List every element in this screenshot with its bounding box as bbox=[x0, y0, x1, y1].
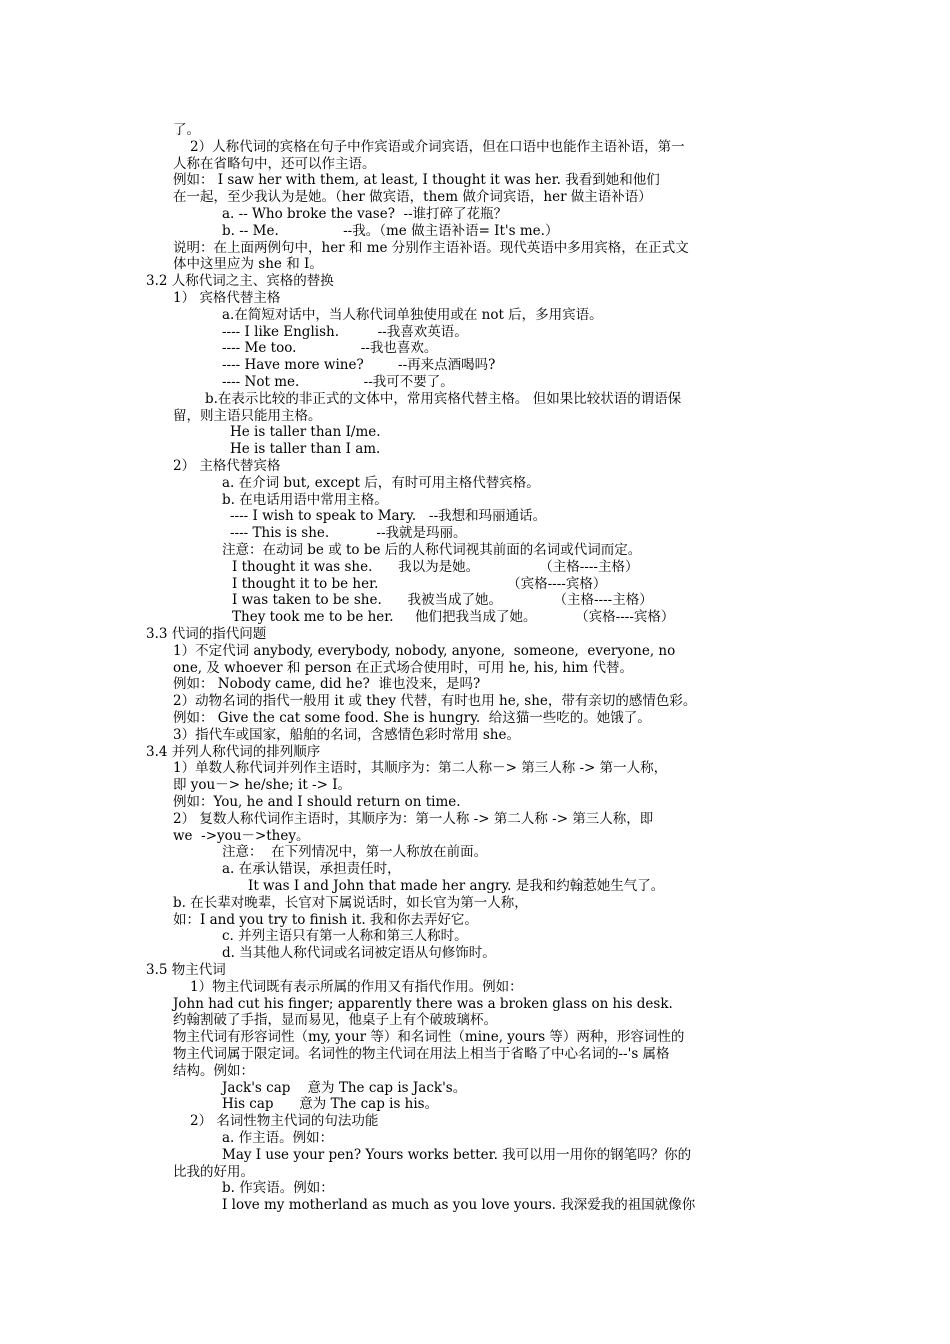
text-line: He is taller than I am. bbox=[230, 441, 381, 458]
text-line: He is taller than I/me. bbox=[230, 424, 381, 441]
text-line: I thought it to be her. （宾格----宾格） bbox=[232, 575, 607, 592]
text-line: 1） 宾格代替主格 bbox=[173, 290, 281, 306]
text-line: I thought it was she. 我以为是她。 （主格----主格） bbox=[232, 558, 639, 575]
text-line: John had cut his finger; apparently there was a broken glass on his desk. bbox=[173, 995, 673, 1012]
text-line: 注意：在动词 be 或 to be 后的人称代词视其前面的名词或代词而定。 bbox=[222, 542, 642, 558]
text-line: 体中这里应为 she 和 I。 bbox=[173, 256, 323, 273]
text-line: ---- Have more wine? --再来点酒喝吗? bbox=[222, 357, 496, 374]
text-line: 3）指代车或国家，船舶的名词，含感情色彩时常用 she。 bbox=[173, 726, 520, 743]
text-line: d. 当其他人称代词或名词被定语从句修饰时。 bbox=[222, 945, 496, 962]
text-line: a. -- Who broke the vase? --谁打碎了花瓶？ bbox=[222, 206, 508, 222]
text-line: 2）人称代词的宾格在句子中作宾语或介词宾语，但在口语中也能作主语补语，第一 bbox=[190, 138, 685, 155]
text-line: 3.3 代词的指代问题 bbox=[146, 626, 267, 642]
text-line: ---- I wish to speak to Mary. --我想和玛丽通话。 bbox=[230, 508, 547, 525]
text-line: 2）动物名词的指代一般用 it 或 they 代替，有时也用 he, she，带有亲切的感情色彩。 bbox=[173, 693, 697, 710]
text-line: May I use your pen? Yours works better. 我可以用一用你的钢笔吗？你的 bbox=[222, 1146, 692, 1163]
text-line: Jack's cap 意为 The cap is Jack's。 bbox=[222, 1079, 467, 1096]
text-line: we ->you－>they。 bbox=[173, 827, 310, 844]
text-line: 例如： I saw her with them, at least, I thought it was her. 我看到她和他们 bbox=[173, 172, 660, 189]
text-line: 如：I and you try to finish it. 我和你去弄好它。 bbox=[173, 911, 478, 928]
text-line: b. 在长辈对晚辈，长官对下属说话时，如长官为第一人称， bbox=[173, 894, 528, 911]
text-line: 例如：You, he and I should return on time. bbox=[173, 794, 461, 810]
text-line: His cap 意为 The cap is his。 bbox=[222, 1096, 439, 1113]
text-line: 2） 主格代替宾格 bbox=[173, 458, 281, 474]
text-line: ---- Me too. --我也喜欢。 bbox=[222, 340, 438, 357]
text-line: It was I and John that made her angry. 是我和约翰惹她生气了。 bbox=[248, 878, 665, 894]
text-line: 1）不定代词 anybody, everybody, nobody, anyone, someone, everyone, no bbox=[173, 642, 676, 659]
text-line: I was taken to be she. 我被当成了她。 （主格----主格） bbox=[232, 592, 653, 609]
text-line: ---- I like English. --我喜欢英语。 bbox=[222, 323, 468, 340]
text-line: 1）物主代词既有表示所属的作用又有指代作用。例如： bbox=[190, 978, 523, 995]
text-line: 比我的好用。 bbox=[173, 1163, 254, 1180]
text-line: ---- Not me. --我可不要了。 bbox=[222, 374, 454, 390]
text-line: 物主代词有形容词性（my, your 等）和名词性（mine, yours 等）两种，形容词性的 bbox=[173, 1029, 685, 1046]
text-line: 了。 bbox=[173, 122, 200, 138]
text-line: 即 you－> he/she; it -> I。 bbox=[173, 777, 352, 794]
text-line: a.在简短对话中，当人称代词单独使用或在 not 后，多用宾语。 bbox=[222, 306, 603, 323]
text-line: a. 作主语。例如： bbox=[222, 1130, 334, 1146]
text-line: c. 并列主语只有第一人称和第三人称时。 bbox=[222, 928, 468, 945]
text-line: 2） 复数人称代词作主语时，其顺序为：第一人称 -> 第二人称 -> 第三人称，即 bbox=[173, 810, 654, 827]
text-line: 人称在省略句中，还可以作主语。 bbox=[173, 155, 376, 172]
text-line: 结构。例如： bbox=[173, 1062, 254, 1079]
text-line: b. -- Me. --我。（me 做主语补语= It's me.） bbox=[222, 222, 559, 239]
text-line: They took me to be her. 他们把我当成了她。 （宾格----宾格） bbox=[232, 609, 675, 626]
text-line: 注意： 在下列情况中，第一人称放在前面。 bbox=[222, 844, 488, 861]
text-line: one, 及 whoever 和 person 在正式场合使用时，可用 he, his, him 代替。 bbox=[173, 659, 634, 676]
text-line: 3.5 物主代词 bbox=[146, 962, 226, 978]
text-line: b. 作宾语。例如： bbox=[222, 1180, 334, 1197]
text-line: 例如： Give the cat some food. She is hungry. 给这猫一些吃的。她饿了。 bbox=[173, 710, 651, 726]
text-line: I love my motherland as much as you love yours. 我深爱我的祖国就像你 bbox=[222, 1197, 696, 1214]
text-line: a. 在承认错误，承担责任时， bbox=[222, 861, 401, 878]
text-line: 3.4 并列人称代词的排列顺序 bbox=[146, 743, 321, 760]
text-line: 说明：在上面两例句中，her 和 me 分别作主语补语。现代英语中多用宾格，在正式文 bbox=[173, 239, 689, 256]
text-line: b.在表示比较的非正式的文体中，常用宾格代替主格。 但如果比较状语的谓语保 bbox=[205, 390, 682, 407]
text-line: 留，则主语只能用主格。 bbox=[173, 407, 322, 424]
text-line: 1）单数人称代词并列作主语时，其顺序为：第二人称－> 第三人称 -> 第一人称， bbox=[173, 760, 668, 777]
text-line: 物主代词属于限定词。名词性的物主代词在用法上相当于省略了中心名词的--'s 属格 bbox=[173, 1046, 670, 1062]
text-line: 约翰割破了手指，显而易见，他桌子上有个破玻璃杯。 bbox=[173, 1012, 497, 1029]
text-line: a. 在介词 but, except 后，有时可用主格代替宾格。 bbox=[222, 474, 540, 491]
text-line: 3.2 人称代词之主、宾格的替换 bbox=[146, 273, 334, 290]
text-line: 在一起，至少我认为是她。（her 做宾语，them 做介词宾语，her 做主语补语） bbox=[173, 189, 652, 206]
text-line: ---- This is she. --我就是玛丽。 bbox=[230, 525, 467, 542]
text-line: b. 在电话用语中常用主格。 bbox=[222, 491, 388, 508]
text-line: 2） 名词性物主代词的句法功能 bbox=[190, 1113, 379, 1130]
text-line: 例如： Nobody came, did he? 谁也没来，是吗? bbox=[173, 676, 481, 693]
